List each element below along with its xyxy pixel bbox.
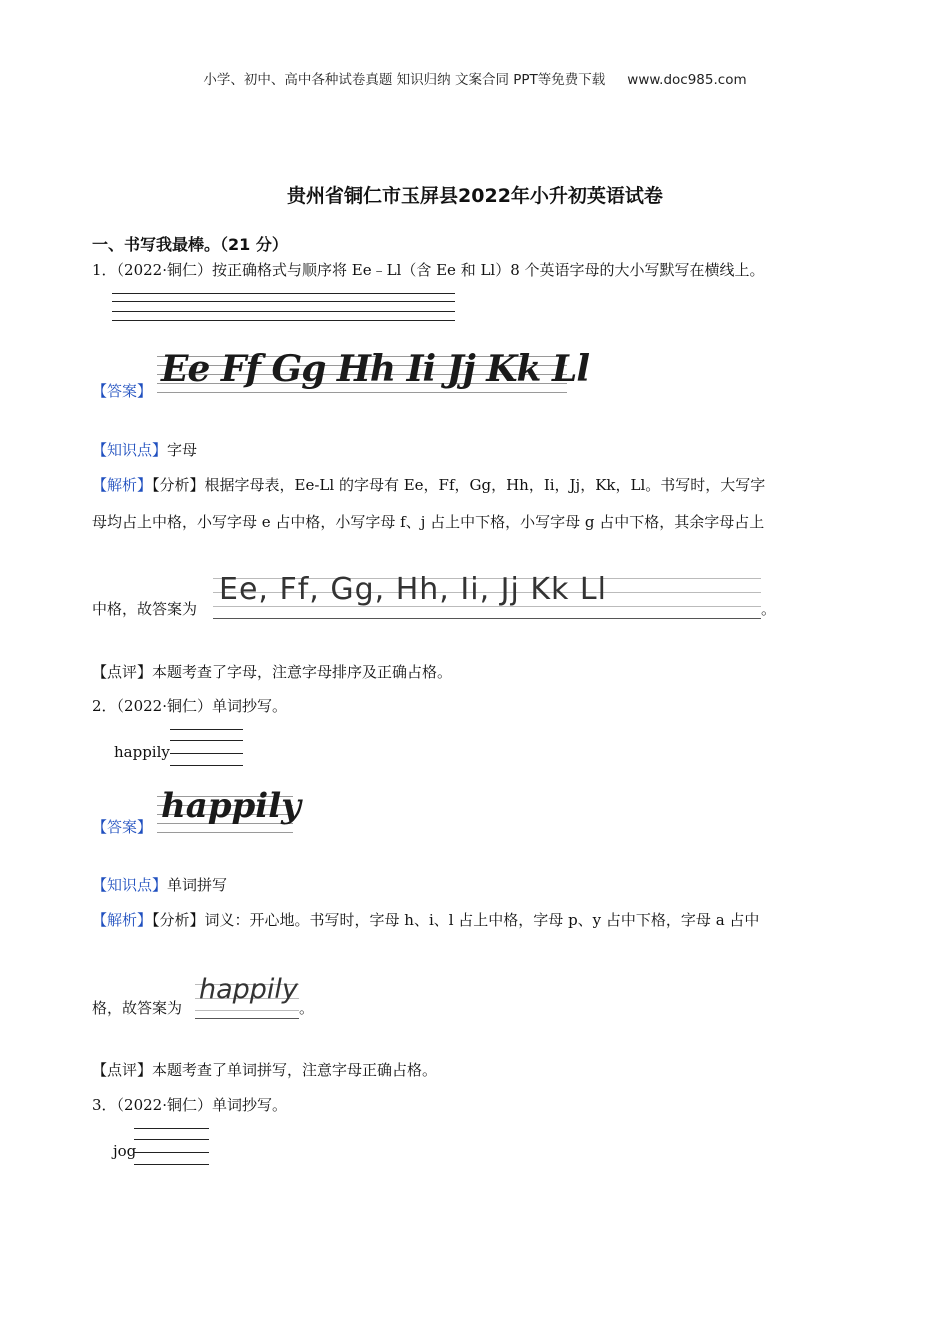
q2-period: 。: [299, 999, 315, 1017]
q1-kp-value: 字母: [167, 441, 198, 459]
q1-analysis-handwriting: Ee, Ff, Gg, Hh, Ii, Jj Kk Ll: [219, 572, 607, 607]
q2-question: 2．（2022·铜仁）单词抄写。: [92, 697, 287, 715]
q1-analysis-text1: 【分析】根据字母表，Ee-Ll 的字母有 Ee，Ff，Gg，Hh，Ii，Jj，Kk，Ll。书写时，大写字: [152, 476, 766, 494]
q1-kp-label: 【知识点】: [92, 441, 168, 459]
q1-analysis-line2: 母均占上中格，小写字母 e 占中格，小写字母 f、j 占上中下格，小写字母 g 占中下格，其余字母占上: [92, 513, 765, 531]
q2-answer-label: 【答案】: [92, 818, 153, 836]
q2-jx-label: 【解析】: [92, 911, 153, 929]
q2-analysis-line2: 格，故答案为: [92, 999, 183, 1017]
q2-analysis-handwriting: happily: [199, 974, 298, 1005]
q2-analysis-line1: [92, 909, 759, 930]
q3-word: jog: [113, 1142, 137, 1160]
page-header: [0, 68, 950, 88]
q1-question: 1．（2022·铜仁）按正确格式与顺序将 Ee﹣Ll（含 Ee 和 Ll）8 个英语字母的大小写默写在横线上。: [92, 261, 765, 279]
header-text: 小学、初中、高中各种试卷真题 知识归纳 文案合同 PPT等免费下载: [203, 72, 606, 88]
q1-knowledge-point: [92, 439, 197, 460]
q1-answer-image: [157, 348, 590, 396]
q1-analysis-line1: [92, 474, 765, 495]
q2-writing-lines: [170, 729, 243, 769]
q1-answer-handwriting: Ee Ff Gg Hh Ii Jj Kk Ll: [161, 348, 590, 390]
q2-analysis-text1: 【分析】词义：开心地。书写时，字母 h、i、l 占上中格，字母 p、y 占中下格，字母 a 占中: [152, 911, 760, 929]
q2-review: 【点评】本题考查了单词拼写，注意字母正确占格。: [92, 1061, 438, 1079]
q1-jx-label: 【解析】: [92, 476, 153, 494]
header-url[interactable]: www.doc985.com: [627, 72, 747, 88]
q2-knowledge-point: [92, 874, 227, 895]
q1-analysis-line3: 中格，故答案为: [92, 600, 198, 618]
q1-writing-lines: [112, 293, 455, 323]
q2-answer-image: [157, 786, 301, 834]
q1-answer-label: 【答案】: [92, 382, 153, 400]
q2-kp-label: 【知识点】: [92, 876, 168, 894]
q2-answer-handwriting: happily: [161, 786, 301, 826]
q2-word: happily: [114, 743, 170, 761]
q2-kp-value: 单词拼写: [167, 876, 228, 894]
q1-analysis-image: [213, 568, 761, 619]
q3-writing-lines: [134, 1128, 209, 1168]
exam-title: 贵州省铜仁市玉屏县2022年小升初英语试卷: [287, 185, 663, 207]
q2-analysis-image: [195, 972, 299, 1019]
q1-review: 【点评】本题考查了字母，注意字母排序及正确占格。: [92, 663, 453, 681]
q1-period: 。: [761, 600, 777, 618]
q3-question: 3．（2022·铜仁）单词抄写。: [92, 1096, 287, 1114]
section-heading: 一、书写我最棒。（21 分）: [92, 235, 288, 254]
